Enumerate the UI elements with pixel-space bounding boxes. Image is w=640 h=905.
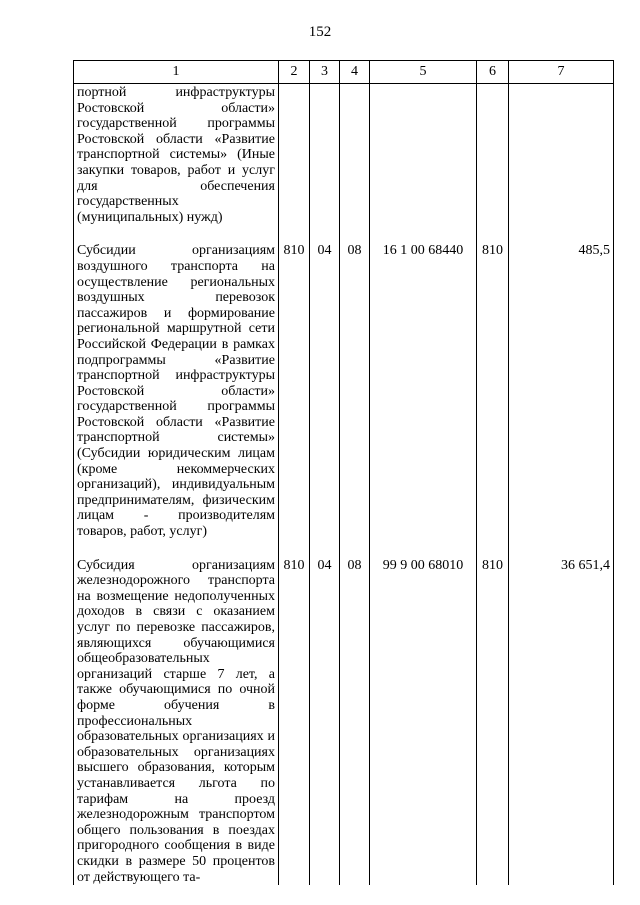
header-row xyxy=(74,61,614,84)
row-col6: 810 xyxy=(477,550,509,885)
row-col6 xyxy=(477,84,509,236)
table-row xyxy=(74,235,614,549)
row-description: портной инфраструктуры Ростовской области» государственной программы Ростовской области «Развитие транспортной системы» (Иные закупки товаров, работ и услуг для обеспечения государственных (муниципальных) нужд) xyxy=(74,84,279,236)
row-description: Субсидия организациям железнодорожного транспорта на возмещение недополученных доходов в связи с оказанием услуг по перевозке пассажиров, являющихся обучающимися общеобразовательных организаций старше 7 лет, а также обучающимися по очной форме обучения в профессиональных образовательных организациях и образовательных организациях высшего образования, которым устанавливается льгота по тарифам на проезд железнодорожным транспортом общего пользования в поездах пригородного сообщения в виде скидки в размере 50 процентов от действующего та- xyxy=(74,550,279,885)
row-col3 xyxy=(310,84,340,236)
header-cell-2: 2 xyxy=(279,61,310,84)
row-col4 xyxy=(340,84,370,236)
row-amount: 36 651,4 xyxy=(509,550,614,885)
header-cell-4: 4 xyxy=(340,61,370,84)
row-col4: 08 xyxy=(340,550,370,885)
row-description: Субсидии организациям воздушного транспорта на осуществление региональных воздушных перевозок пассажиров и формирование региональной маршрутной сети Российской Федерации в рамках подпрограммы «Развитие транспортной инфраструктуры Ростовской области» государственной программы Ростовской области «Развитие транспортной системы» (Субсидии юридическим лицам (кроме некоммерческих организаций), индивидуальным предпринимателям, физическим лицам - производителям товаров, работ, услуг) xyxy=(74,235,279,549)
header-cell-7: 7 xyxy=(509,61,614,84)
row-col2: 810 xyxy=(279,235,310,549)
budget-table xyxy=(73,60,614,885)
table-row xyxy=(74,84,614,236)
row-amount xyxy=(509,84,614,236)
row-col2: 810 xyxy=(279,550,310,885)
page-number: 152 xyxy=(308,24,332,40)
header-cell-3: 3 xyxy=(310,61,340,84)
header-cell-1: 1 xyxy=(74,61,279,84)
row-col5: 99 9 00 68010 xyxy=(370,550,477,885)
row-col3: 04 xyxy=(310,235,340,549)
table-row xyxy=(74,550,614,885)
row-col5 xyxy=(370,84,477,236)
header-cell-6: 6 xyxy=(477,61,509,84)
row-amount: 485,5 xyxy=(509,235,614,549)
row-col3: 04 xyxy=(310,550,340,885)
row-col4: 08 xyxy=(340,235,370,549)
row-col5: 16 1 00 68440 xyxy=(370,235,477,549)
row-col6: 810 xyxy=(477,235,509,549)
header-cell-5: 5 xyxy=(370,61,477,84)
row-col2 xyxy=(279,84,310,236)
